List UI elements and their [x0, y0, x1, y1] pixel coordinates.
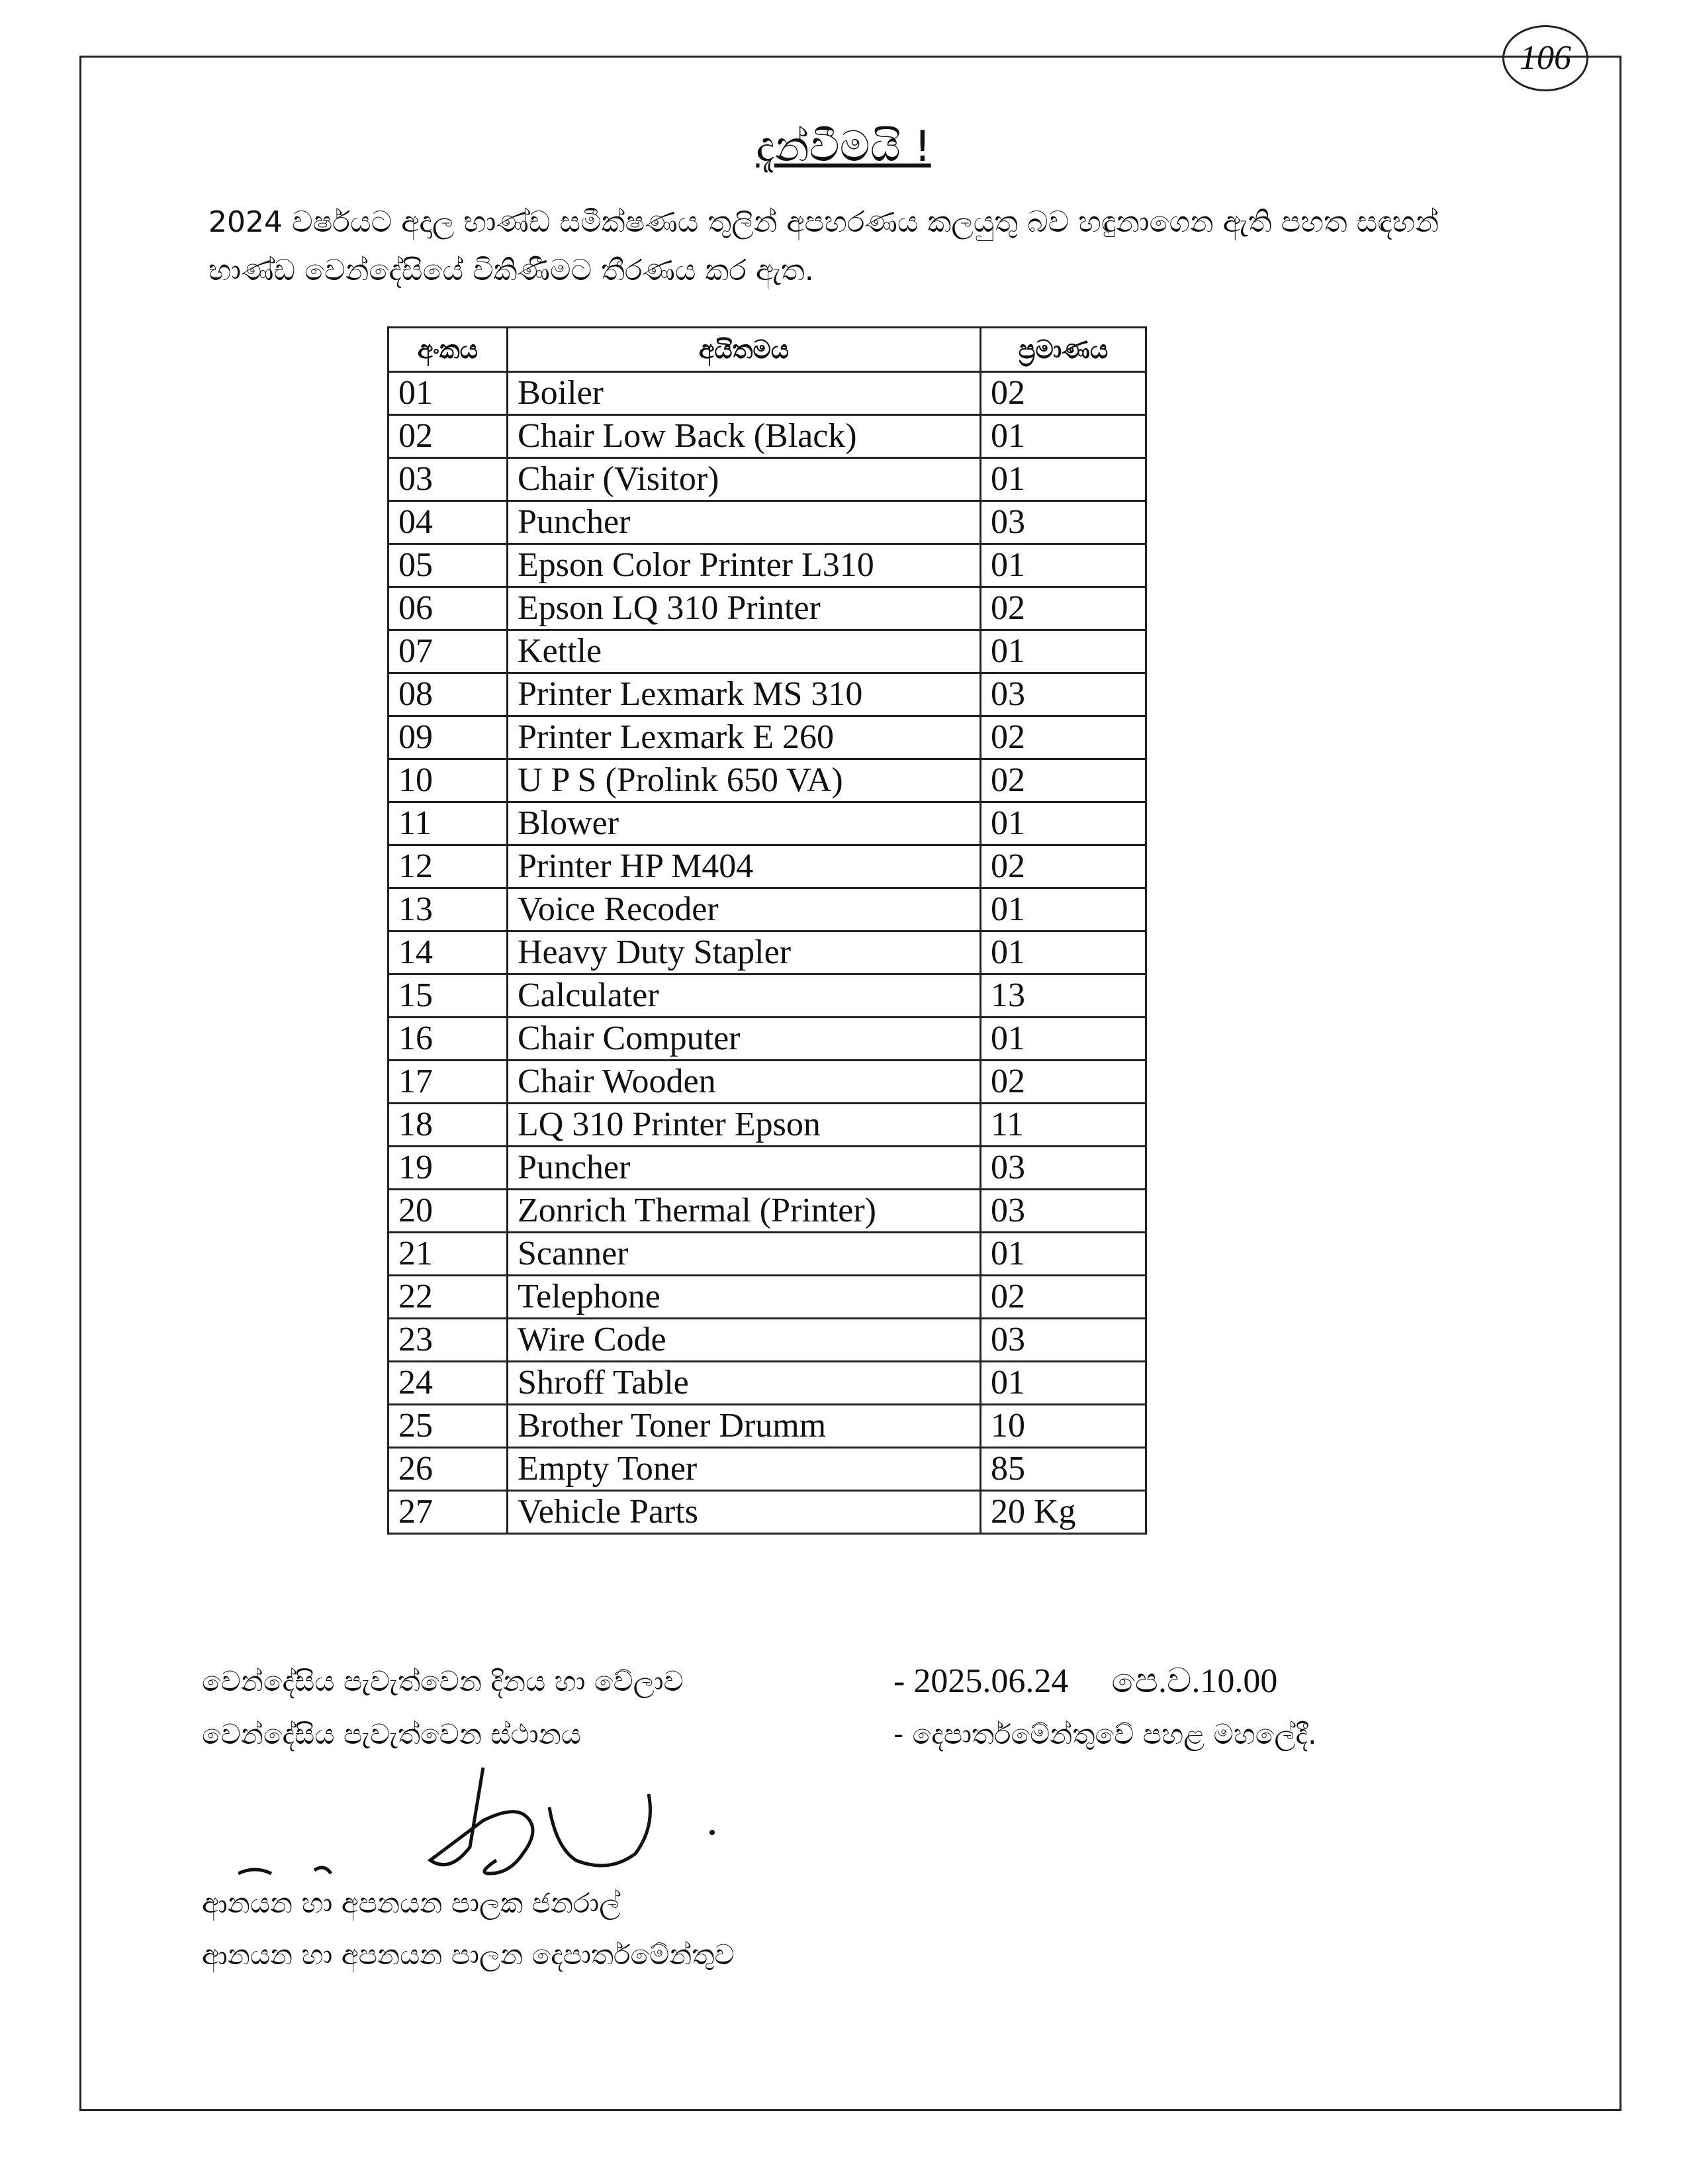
cell-number: 21	[388, 1233, 508, 1276]
cell-item: LQ 310 Printer Epson	[508, 1104, 981, 1147]
cell-number: 24	[388, 1362, 508, 1405]
auction-date-value	[893, 1655, 1526, 1708]
cell-number: 04	[388, 501, 508, 544]
cell-number: 12	[388, 845, 508, 888]
cell-number: 16	[388, 1018, 508, 1061]
table-row	[388, 544, 1146, 587]
cell-number: 10	[388, 759, 508, 802]
auction-place-row	[202, 1708, 1526, 1761]
cell-number: 22	[388, 1276, 508, 1319]
cell-quantity: 02	[981, 716, 1146, 759]
table-row	[388, 1104, 1146, 1147]
notice-title: දැන්වීමයි !	[756, 122, 931, 171]
cell-quantity: 03	[981, 501, 1146, 544]
cell-number: 07	[388, 630, 508, 673]
cell-quantity: 03	[981, 1319, 1146, 1362]
auction-date: - 2025.06.24	[893, 1662, 1069, 1700]
cell-number: 15	[388, 974, 508, 1018]
cell-number: 08	[388, 673, 508, 716]
cell-item: U P S (Prolink 650 VA)	[508, 759, 981, 802]
cell-number: 27	[388, 1491, 508, 1534]
signature	[238, 1754, 741, 1887]
table-row	[388, 1319, 1146, 1362]
cell-quantity: 13	[981, 974, 1146, 1018]
cell-quantity: 03	[981, 1147, 1146, 1190]
header-quantity: ප්‍රමාණය	[981, 328, 1146, 372]
cell-number: 14	[388, 931, 508, 974]
table-row	[388, 372, 1146, 415]
auction-place-label: වෙන්දේසිය පැවැත්වෙන ස්ථානය	[202, 1718, 582, 1750]
cell-quantity: 01	[981, 1362, 1146, 1405]
table-row	[388, 845, 1146, 888]
cell-quantity: 01	[981, 415, 1146, 458]
cell-number: 11	[388, 802, 508, 845]
cell-quantity: 85	[981, 1448, 1146, 1491]
cell-item: Blower	[508, 802, 981, 845]
cell-number: 17	[388, 1061, 508, 1104]
cell-item: Chair Computer	[508, 1018, 981, 1061]
cell-item: Epson Color Printer L310	[508, 544, 981, 587]
table-row	[388, 415, 1146, 458]
auction-place-value: - දෙපාර්තමේන්තුවේ පහළ මහලේදී.	[893, 1718, 1317, 1750]
cell-number: 18	[388, 1104, 508, 1147]
cell-number: 20	[388, 1190, 508, 1233]
cell-item: Epson LQ 310 Printer	[508, 587, 981, 630]
cell-number: 03	[388, 458, 508, 501]
auction-time: පෙ.ව.10.00	[1111, 1662, 1278, 1700]
cell-quantity: 01	[981, 1233, 1146, 1276]
cell-number: 25	[388, 1405, 508, 1448]
table-row	[388, 802, 1146, 845]
table-row	[388, 1147, 1146, 1190]
cell-item: Shroff Table	[508, 1362, 981, 1405]
table-row	[388, 1491, 1146, 1534]
cell-quantity: 01	[981, 458, 1146, 501]
cell-quantity: 02	[981, 845, 1146, 888]
signatory-title: ආනයන හා අපනයන පාලක ජනරාල්	[202, 1887, 621, 1919]
cell-quantity: 02	[981, 587, 1146, 630]
cell-item: Empty Toner	[508, 1448, 981, 1491]
table-row	[388, 716, 1146, 759]
cell-item: Telephone	[508, 1276, 981, 1319]
table-row	[388, 587, 1146, 630]
cell-item: Printer Lexmark MS 310	[508, 673, 981, 716]
cell-item: Wire Code	[508, 1319, 981, 1362]
cell-item: Scanner	[508, 1233, 981, 1276]
table-row	[388, 931, 1146, 974]
items-table	[387, 326, 1147, 1535]
page-number: 106	[1502, 25, 1588, 91]
cell-quantity: 01	[981, 630, 1146, 673]
header-item: අයිතමය	[508, 328, 981, 372]
table-row	[388, 888, 1146, 931]
cell-number: 13	[388, 888, 508, 931]
cell-item: Printer HP M404	[508, 845, 981, 888]
table-row	[388, 458, 1146, 501]
cell-item: Puncher	[508, 1147, 981, 1190]
cell-number: 05	[388, 544, 508, 587]
cell-quantity: 01	[981, 888, 1146, 931]
cell-item: Heavy Duty Stapler	[508, 931, 981, 974]
table-row	[388, 501, 1146, 544]
cell-quantity: 02	[981, 372, 1146, 415]
cell-item: Calculater	[508, 974, 981, 1018]
cell-quantity: 03	[981, 673, 1146, 716]
cell-quantity: 03	[981, 1190, 1146, 1233]
cell-number: 02	[388, 415, 508, 458]
table-row	[388, 1190, 1146, 1233]
cell-item: Puncher	[508, 501, 981, 544]
table-row	[388, 1448, 1146, 1491]
cell-item: Chair (Visitor)	[508, 458, 981, 501]
table-row	[388, 1061, 1146, 1104]
table-row	[388, 1405, 1146, 1448]
table-row	[388, 1018, 1146, 1061]
cell-item: Printer Lexmark E 260	[508, 716, 981, 759]
table-row	[388, 630, 1146, 673]
cell-item: Kettle	[508, 630, 981, 673]
cell-quantity: 01	[981, 931, 1146, 974]
intro-paragraph: 2024 වර්ෂයට අදාල භාණ්ඩ සමීක්ෂණය තුලින් අපහරණය කලයුතු බව හඳුනාගෙන ඇති පහත සඳහන් භාණ්ඩ වෙන්දේසියේ විකිණීමට තීරණය කර ඇත.	[208, 205, 1439, 287]
table-row	[388, 1276, 1146, 1319]
table-header-row	[388, 328, 1146, 372]
cell-number: 26	[388, 1448, 508, 1491]
cell-item: Boiler	[508, 372, 981, 415]
table-row	[388, 974, 1146, 1018]
table-row	[388, 673, 1146, 716]
cell-item: Voice Recoder	[508, 888, 981, 931]
cell-item: Zonrich Thermal (Printer)	[508, 1190, 981, 1233]
cell-number: 01	[388, 372, 508, 415]
signatory-department: ආනයන හා අපනයන පාලන දෙපාර්තමේන්තුව	[202, 1938, 735, 1971]
table-row	[388, 1233, 1146, 1276]
signatory-block	[202, 1877, 1195, 1981]
cell-quantity: 01	[981, 544, 1146, 587]
cell-quantity: 01	[981, 802, 1146, 845]
cell-quantity: 10	[981, 1405, 1146, 1448]
cell-quantity: 20 Kg	[981, 1491, 1146, 1534]
header-number: අංකය	[388, 328, 508, 372]
auction-date-label: වෙන්දේසිය පැවැත්වෙන දිනය හා වේලාව	[202, 1665, 684, 1697]
auction-date-row	[202, 1655, 1526, 1708]
cell-quantity: 01	[981, 1018, 1146, 1061]
cell-number: 06	[388, 587, 508, 630]
cell-quantity: 02	[981, 1061, 1146, 1104]
table-row	[388, 759, 1146, 802]
table-row	[388, 1362, 1146, 1405]
cell-item: Brother Toner Drumm	[508, 1405, 981, 1448]
cell-item: Chair Low Back (Black)	[508, 415, 981, 458]
cell-number: 09	[388, 716, 508, 759]
cell-quantity: 11	[981, 1104, 1146, 1147]
auction-info	[202, 1655, 1526, 1761]
cell-quantity: 02	[981, 1276, 1146, 1319]
cell-quantity: 02	[981, 759, 1146, 802]
cell-item: Vehicle Parts	[508, 1491, 981, 1534]
cell-number: 19	[388, 1147, 508, 1190]
cell-item: Chair Wooden	[508, 1061, 981, 1104]
cell-number: 23	[388, 1319, 508, 1362]
